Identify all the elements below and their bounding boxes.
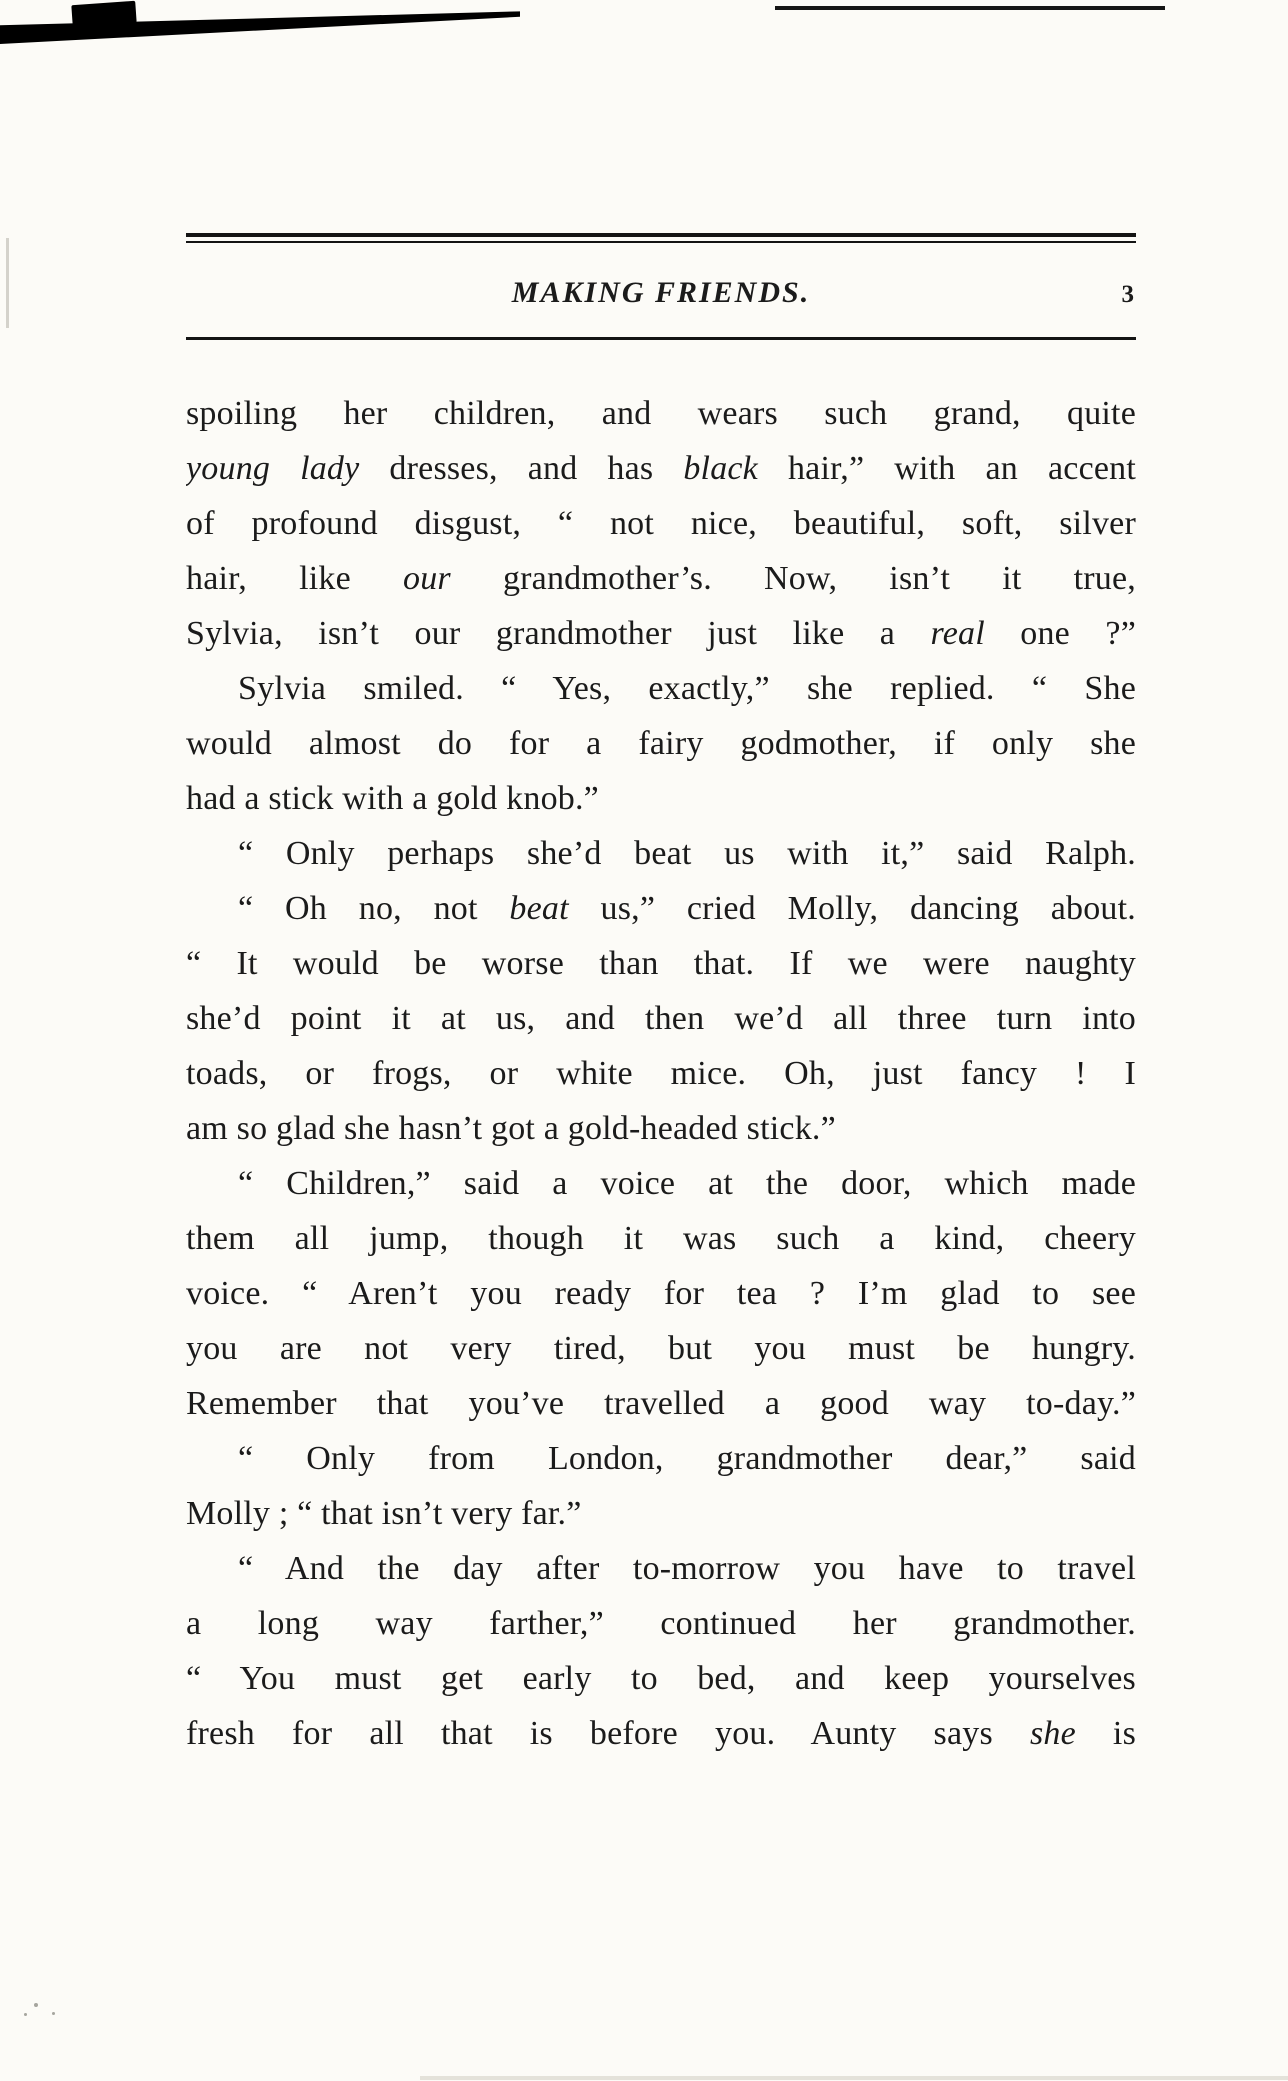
text-line: them all jump, though it was such a kind, cheery	[186, 1220, 1136, 1257]
text-line: “ Oh no, not beat us,” cried Molly, dancing about.	[238, 890, 1136, 927]
running-header	[186, 269, 1136, 317]
paragraph	[186, 1541, 1136, 1761]
header-rule-top	[186, 233, 1136, 243]
text-line: had a stick with a gold knob.”	[186, 780, 599, 817]
text-line: toads, or frogs, or white mice. Oh, just fancy ! I	[186, 1055, 1136, 1092]
scan-artifact-top-left-blob	[71, 1, 136, 27]
text-line: “ You must get early to bed, and keep yourselves	[186, 1660, 1136, 1697]
paragraph	[186, 826, 1136, 881]
text-line: “ Children,” said a voice at the door, which made	[238, 1165, 1136, 1202]
text-line: spoiling her children, and wears such grand, quite	[186, 395, 1136, 432]
text-line: you are not very tired, but you must be hungry.	[186, 1330, 1136, 1367]
page-header-title: MAKING FRIENDS.	[511, 276, 811, 309]
text-line: Sylvia smiled. “ Yes, exactly,” she replied. “ She	[238, 670, 1136, 707]
page-number: 3	[1121, 281, 1134, 308]
text-line: a long way farther,” continued her grandmother.	[186, 1605, 1136, 1642]
scan-artifact-speck	[24, 2013, 27, 2016]
text-line: “ And the day after to-morrow you have to travel	[238, 1550, 1136, 1587]
text-line: she’d point it at us, and then we’d all three turn into	[186, 1000, 1136, 1037]
header-rule-bottom	[186, 337, 1136, 340]
paragraph	[186, 1431, 1136, 1541]
text-line: “ Only from London, grandmother dear,” said	[238, 1440, 1136, 1477]
text-line: would almost do for a fairy godmother, if only she	[186, 725, 1136, 762]
text-line: Molly ; “ that isn’t very far.”	[186, 1495, 582, 1532]
text-line: am so glad she hasn’t got a gold-headed stick.”	[186, 1110, 836, 1147]
paragraph	[186, 1156, 1136, 1431]
page-body	[186, 386, 1136, 1761]
scan-artifact-speck	[52, 2012, 55, 2015]
paragraph	[186, 661, 1136, 826]
paragraph	[186, 386, 1136, 661]
scan-artifact-top-right-line	[775, 6, 1165, 10]
scan-artifact-bottom-edge	[420, 2076, 1288, 2080]
text-line: Sylvia, isn’t our grandmother just like a real one ?”	[186, 615, 1136, 652]
text-line: young lady dresses, and has black hair,” with an accent	[186, 450, 1136, 487]
text-line: “ Only perhaps she’d beat us with it,” said Ralph.	[238, 835, 1136, 872]
text-line: voice. “ Aren’t you ready for tea ? I’m glad to see	[186, 1275, 1136, 1312]
text-line: Remember that you’ve travelled a good way to-day.”	[186, 1385, 1136, 1422]
page-content	[186, 233, 1136, 1761]
text-line: hair, like our grandmother’s. Now, isn’t it true,	[186, 560, 1136, 597]
text-line: fresh for all that is before you. Aunty says she is	[186, 1715, 1136, 1752]
paragraph	[186, 881, 1136, 1156]
text-line: “ It would be worse than that. If we were naughty	[186, 945, 1136, 982]
text-line: of profound disgust, “ not nice, beautiful, soft, silver	[186, 505, 1136, 542]
scan-artifact-left-edge	[6, 238, 9, 328]
scan-artifact-speck	[34, 2003, 38, 2007]
